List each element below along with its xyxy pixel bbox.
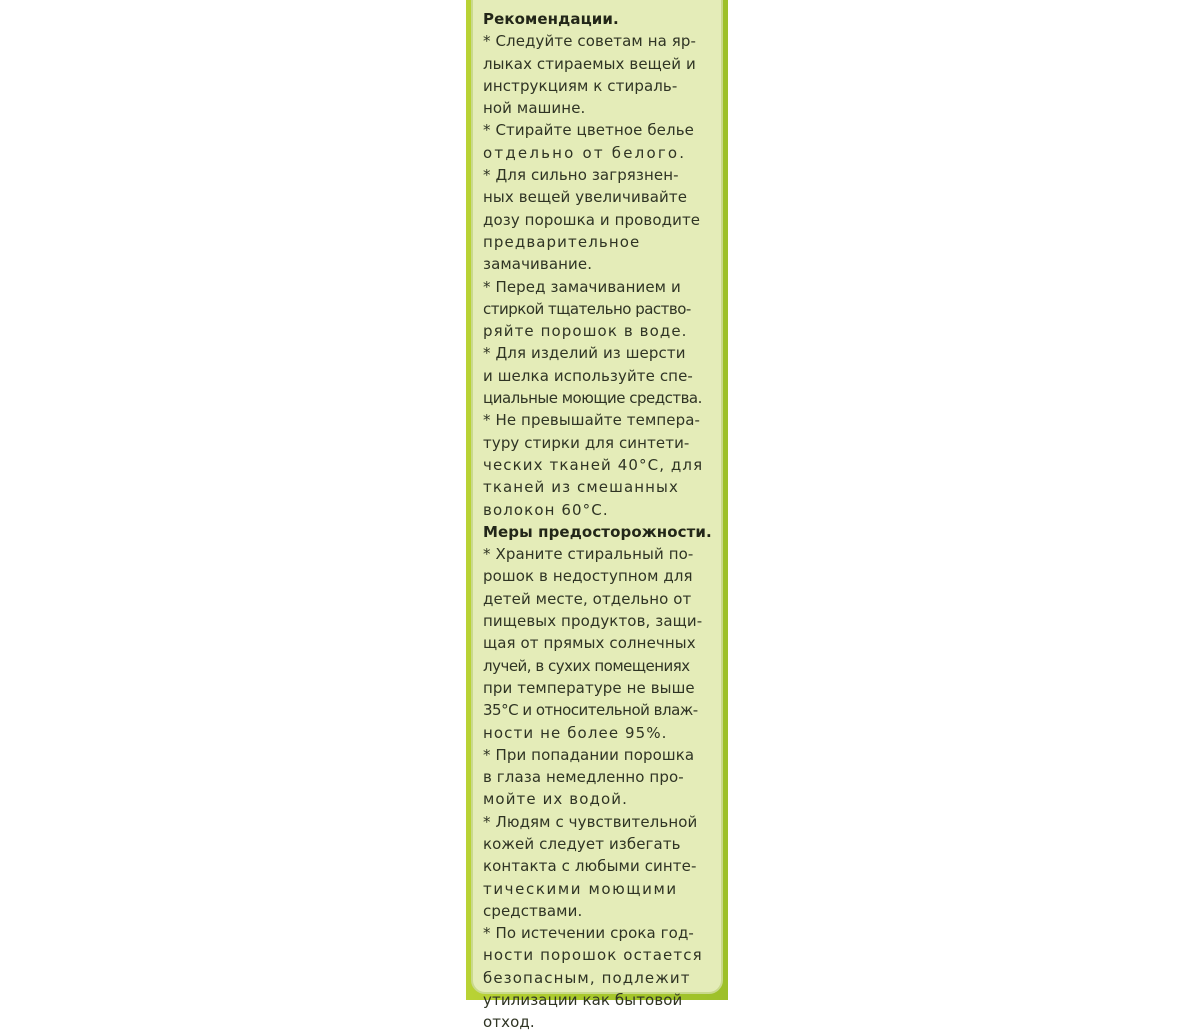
precautions-line: * При попадании порошка <box>483 745 695 764</box>
recommendations-line: * Не превышайте темпера- <box>483 411 701 430</box>
precautions-line: в глаза немедленно про- <box>483 768 684 787</box>
precautions-line: ности не более 95%. <box>483 723 668 742</box>
recommendations-line: туру стирки для синтети- <box>483 433 690 452</box>
recommendations-line: * Стирайте цветное белье <box>483 121 694 140</box>
recommendations-line: ряйте порошок в воде. <box>483 322 688 341</box>
precautions-line: щая от прямых солнечных <box>483 634 696 653</box>
recommendations-line: * Для сильно загрязнен- <box>483 166 679 185</box>
precautions-line: кожей следует избегать <box>483 834 681 853</box>
recommendations-line: * Перед замачиванием и <box>483 277 681 296</box>
precautions-line: утилизации как бытовой <box>483 991 683 1010</box>
precautions-line: контакта с любыми синте- <box>483 857 697 876</box>
recommendations-line: ной машине. <box>483 99 586 118</box>
recommendations-line: * Следуйте советам на яр- <box>483 32 697 51</box>
precautions-line: детей месте, отдельно от <box>483 589 692 608</box>
precautions-line: мойте их водой. <box>483 790 628 809</box>
precautions-line: пищевых продуктов, защи- <box>483 612 703 631</box>
recommendations-line: ческих тканей 40°С, для <box>483 455 704 474</box>
recommendations-line: инструкциям к стираль- <box>483 76 678 95</box>
precautions-line: * По истечении срока год- <box>483 924 694 943</box>
precautions-line: * Людям с чувствительной <box>483 812 698 831</box>
recommendations-line: предварительное <box>483 232 641 251</box>
recommendations-line: волокон 60°С. <box>483 500 609 519</box>
recommendations-line: замачивание. <box>483 255 593 274</box>
precautions-heading: Меры предосторожности. <box>483 522 712 541</box>
recommendations-line: * Для изделий из шерсти <box>483 344 686 363</box>
recommendations-line: тканей из смешанных <box>483 478 679 497</box>
recommendations-line: ных вещей увеличивайте <box>483 188 688 207</box>
precautions-line: * Храните стиральный по- <box>483 545 694 564</box>
recommendations-heading: Рекомендации. <box>483 10 619 28</box>
recommendations-line: циальные моющие средства. <box>483 389 702 408</box>
recommendations-line: лыках стираемых вещей и <box>483 54 696 73</box>
precautions-line: лучей, в сухих помещениях <box>483 656 690 675</box>
recommendations-line: отдельно от белого. <box>483 143 687 162</box>
label-text <box>483 8 719 1034</box>
precautions-line: 35°С и относительной влаж- <box>483 701 698 720</box>
recommendations-line: стиркой тщательно раство- <box>483 299 691 318</box>
precautions-line: при температуре не выше <box>483 678 695 697</box>
precautions-line: средствами. <box>483 901 583 920</box>
recommendations-line: дозу порошка и проводите <box>483 210 701 229</box>
precautions-line: тическими моющими <box>483 879 678 898</box>
precautions-line: ности порошок остается <box>483 946 703 965</box>
precautions-line: безопасным, подлежит <box>483 968 691 987</box>
precautions-line: отход. <box>483 1013 535 1032</box>
recommendations-line: и шелка используйте спе- <box>483 366 693 385</box>
precautions-line: рошок в недоступном для <box>483 567 693 586</box>
